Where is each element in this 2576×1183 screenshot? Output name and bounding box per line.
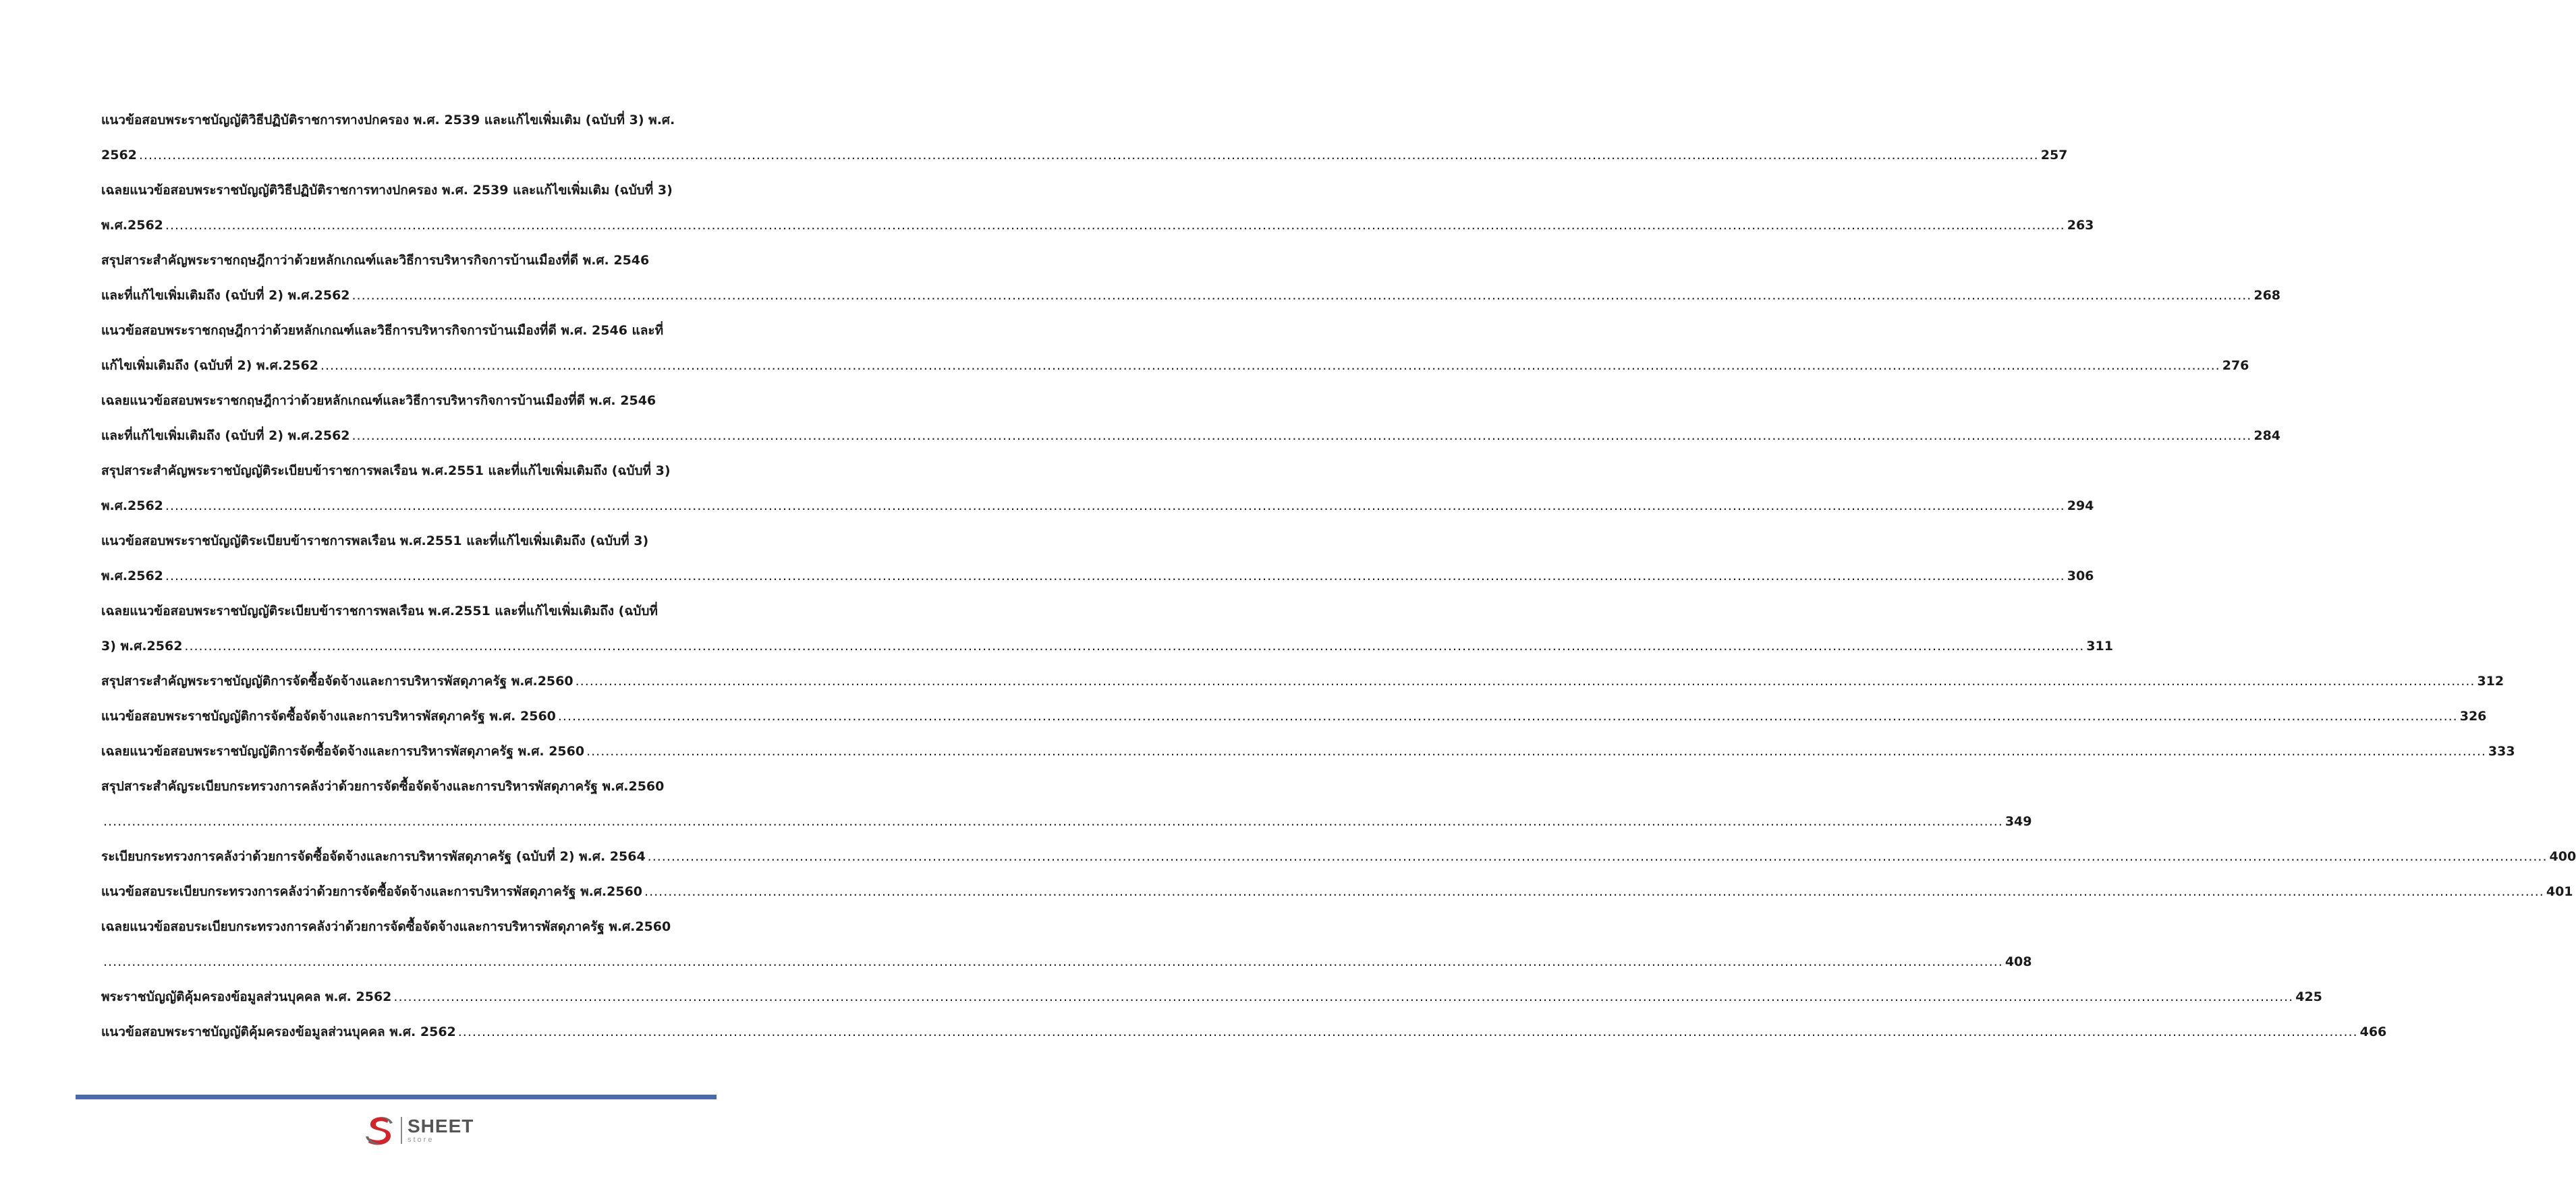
toc-entry-leader-row xyxy=(101,874,2573,909)
toc-entry-title: 2562 xyxy=(101,148,137,163)
toc-entry-title: 3) พ.ศ.2562 xyxy=(101,639,183,654)
toc-entry-leader-row xyxy=(101,979,2322,1014)
toc-entry-title-line: สรุปสาระสำคัญพระราชกฤษฎีกาว่าด้วยหลักเกณฑ์และวิธีการบริหารกิจการบ้านเมืองที่ดี พ.ศ. 2546 xyxy=(101,253,650,268)
dot-leader: ................................................................................................................................................................................................................................................................................................................................................................................................................ xyxy=(165,218,2065,233)
toc-entry-title: พ.ศ.2562 xyxy=(101,218,163,233)
toc-page-number: 294 xyxy=(2067,498,2094,513)
toc-entry-title: แนวข้อสอบพระราชบัญญัติคุ้มครองข้อมูลส่วนบุคคล พ.ศ. 2562 xyxy=(101,1025,456,1039)
toc-entry-leader-row xyxy=(101,138,2068,173)
toc-entry-title-line: สรุปสาระสำคัญพระราชบัญญัติระเบียบข้าราชการพลเรือน พ.ศ.2551 และที่แก้ไขเพิ่มเติมถึง (ฉบับที่ 3) xyxy=(101,463,671,478)
toc-page-number: 311 xyxy=(2086,639,2113,654)
toc-entry[interactable] xyxy=(101,1014,2387,1049)
toc-page-number: 268 xyxy=(2253,288,2281,303)
table-of-contents xyxy=(101,103,2576,1049)
toc-page-number: 326 xyxy=(2459,709,2487,724)
toc-entry[interactable] xyxy=(101,734,2515,769)
toc-entry-leader-row xyxy=(101,734,2515,769)
dot-leader: ................................................................................................................................................................................................................................................................................................................................................................................................................ xyxy=(457,1025,2358,1039)
toc-entry[interactable] xyxy=(101,699,2487,734)
toc-page-number: 400 xyxy=(2549,849,2576,864)
toc-entry-title-line: แนวข้อสอบพระราชบัญญัติวิธีปฏิบัติราชการทางปกครอง พ.ศ. 2539 และแก้ไขเพิ่มเติม (ฉบับที่ 3) พ.ศ. xyxy=(101,113,675,127)
sheet-store-logo xyxy=(363,1114,484,1147)
toc-page-number: 425 xyxy=(2295,989,2322,1004)
logo-text xyxy=(408,1117,474,1144)
toc-entry[interactable] xyxy=(101,909,2032,979)
dot-leader: ................................................................................................................................................................................................................................................................................................................................................................................................................ xyxy=(352,288,2252,303)
dot-leader: ................................................................................................................................................................................................................................................................................................................................................................................................................ xyxy=(138,148,2039,163)
toc-entry[interactable] xyxy=(101,103,2068,173)
toc-entry-title: และที่แก้ไขเพิ่มเติมถึง (ฉบับที่ 2) พ.ศ.2562 xyxy=(101,428,350,443)
toc-entry-leader-row xyxy=(101,839,2576,874)
toc-entry-title-line: แนวข้อสอบพระราชบัญญัติระเบียบข้าราชการพลเรือน พ.ศ.2551 และที่แก้ไขเพิ่มเติมถึง (ฉบับที่ 3) xyxy=(101,533,649,548)
toc-entry-title-line: เฉลยแนวข้อสอบพระราชบัญญัติวิธีปฏิบัติราชการทางปกครอง พ.ศ. 2539 และแก้ไขเพิ่มเติม (ฉบับที่ 3) xyxy=(101,183,673,198)
dot-leader: ................................................................................................................................................................................................................................................................................................................................................................................................................ xyxy=(320,358,2220,373)
toc-entry-leader-row xyxy=(101,348,2249,383)
toc-entry[interactable] xyxy=(101,664,2504,699)
toc-page-number: 466 xyxy=(2359,1025,2387,1039)
dot-leader: ................................................................................................................................................................................................................................................................................................................................................................................................................ xyxy=(586,744,2486,759)
logo-sub: store xyxy=(408,1136,435,1144)
toc-entry-title: แนวข้อสอบระเบียบกระทรวงการคลังว่าด้วยการจัดซื้อจัดจ้างและการบริหารพัสดุภาครัฐ พ.ศ.2560 xyxy=(101,884,643,899)
toc-entry-title-line: เฉลยแนวข้อสอบพระราชกฤษฎีกาว่าด้วยหลักเกณฑ์และวิธีการบริหารกิจการบ้านเมืองที่ดี พ.ศ. 2546 xyxy=(101,393,656,408)
toc-entry-title-line: แนวข้อสอบพระราชกฤษฎีกาว่าด้วยหลักเกณฑ์และวิธีการบริหารกิจการบ้านเมืองที่ดี พ.ศ. 2546 และที่ xyxy=(101,323,664,338)
toc-entry-title-line: เฉลยแนวข้อสอบระเบียบกระทรวงการคลังว่าด้วยการจัดซื้อจัดจ้างและการบริหารพัสดุภาครัฐ พ.ศ.2560 xyxy=(101,919,671,934)
dot-leader: ................................................................................................................................................................................................................................................................................................................................................................................................................ xyxy=(644,884,2544,899)
dot-leader: ................................................................................................................................................................................................................................................................................................................................................................................................................ xyxy=(557,709,2458,724)
toc-entry-leader-row xyxy=(101,418,2281,453)
toc-entry-title: พ.ศ.2562 xyxy=(101,569,163,583)
toc-entry-leader-row xyxy=(101,629,2113,664)
toc-entry[interactable] xyxy=(101,769,2032,839)
toc-entry-leader-row xyxy=(101,699,2487,734)
toc-entry[interactable] xyxy=(101,243,2281,313)
toc-entry-leader-row xyxy=(101,278,2281,313)
dot-leader: ................................................................................................................................................................................................................................................................................................................................................................................................................ xyxy=(647,849,2548,864)
toc-entry-title: พ.ศ.2562 xyxy=(101,498,163,513)
toc-entry[interactable] xyxy=(101,979,2322,1014)
toc-page-number: 263 xyxy=(2067,218,2094,233)
toc-entry-leader-row xyxy=(101,944,2032,979)
toc-entry-title-line: สรุปสาระสำคัญระเบียบกระทรวงการคลังว่าด้วยการจัดซื้อจัดจ้างและการบริหารพัสดุภาครัฐ พ.ศ.2560 xyxy=(101,779,665,794)
toc-entry-leader-row xyxy=(101,208,2094,243)
dot-leader: ................................................................................................................................................................................................................................................................................................................................................................................................................ xyxy=(184,639,2085,654)
toc-entry-title: แก้ไขเพิ่มเติมถึง (ฉบับที่ 2) พ.ศ.2562 xyxy=(101,358,318,373)
toc-page-number: 284 xyxy=(2253,428,2281,443)
toc-entry[interactable] xyxy=(101,874,2573,909)
toc-entry[interactable] xyxy=(101,453,2094,523)
toc-entry-leader-row xyxy=(101,804,2032,839)
toc-page-number: 312 xyxy=(2477,674,2504,689)
toc-page-number: 401 xyxy=(2546,884,2573,899)
toc-entry-title: แนวข้อสอบพระราชบัญญัติการจัดซื้อจัดจ้างและการบริหารพัสดุภาครัฐ พ.ศ. 2560 xyxy=(101,709,556,724)
toc-entry-leader-row xyxy=(101,1014,2387,1049)
toc-page-number: 333 xyxy=(2488,744,2515,759)
footer-rule xyxy=(76,1095,717,1099)
dot-leader: ................................................................................................................................................................................................................................................................................................................................................................................................................ xyxy=(165,569,2065,583)
dot-leader: ................................................................................................................................................................................................................................................................................................................................................................................................................ xyxy=(393,989,2294,1004)
logo-word: SHEET xyxy=(408,1116,474,1136)
toc-entry-title: และที่แก้ไขเพิ่มเติมถึง (ฉบับที่ 2) พ.ศ.2562 xyxy=(101,288,350,303)
toc-entry[interactable] xyxy=(101,313,2249,383)
dot-leader: ................................................................................................................................................................................................................................................................................................................................................................................................................ xyxy=(352,428,2252,443)
toc-page-number: 408 xyxy=(2005,954,2032,969)
dot-leader: ................................................................................................................................................................................................................................................................................................................................................................................................................ xyxy=(575,674,2475,689)
toc-entry-title: สรุปสาระสำคัญพระราชบัญญัติการจัดซื้อจัดจ้างและการบริหารพัสดุภาครัฐ พ.ศ.2560 xyxy=(101,674,573,689)
toc-entry-title: เฉลยแนวข้อสอบพระราชบัญญัติการจัดซื้อจัดจ้างและการบริหารพัสดุภาครัฐ พ.ศ. 2560 xyxy=(101,744,585,759)
toc-page-number: 276 xyxy=(2222,358,2249,373)
toc-entry-leader-row xyxy=(101,558,2094,594)
toc-page-number: 257 xyxy=(2040,148,2068,163)
toc-page-number: 306 xyxy=(2067,569,2094,583)
dot-leader: ................................................................................................................................................................................................................................................................................................................................................................................................................ xyxy=(165,498,2065,513)
dot-leader: ................................................................................................................................................................................................................................................................................................................................................................................................................ xyxy=(103,954,2003,969)
toc-entry-title: ระเบียบกระทรวงการคลังว่าด้วยการจัดซื้อจัดจ้างและการบริหารพัสดุภาครัฐ (ฉบับที่ 2) พ.ศ. 2564 xyxy=(101,849,646,864)
toc-page-number: 349 xyxy=(2005,814,2032,829)
toc-entry[interactable] xyxy=(101,173,2094,243)
toc-entry-leader-row xyxy=(101,488,2094,523)
toc-entry-title-line: เฉลยแนวข้อสอบพระราชบัญญัติระเบียบข้าราชการพลเรือน พ.ศ.2551 และที่แก้ไขเพิ่มเติมถึง (ฉบับที่ xyxy=(101,604,658,618)
toc-entry[interactable] xyxy=(101,594,2113,664)
dot-leader: ................................................................................................................................................................................................................................................................................................................................................................................................................ xyxy=(103,814,2003,829)
toc-entry[interactable] xyxy=(101,383,2281,453)
toc-entry[interactable] xyxy=(101,839,2576,874)
toc-entry-leader-row xyxy=(101,664,2504,699)
toc-entry[interactable] xyxy=(101,523,2094,594)
toc-entry-title: พระราชบัญญัติคุ้มครองข้อมูลส่วนบุคคล พ.ศ. 2562 xyxy=(101,989,392,1004)
logo-divider xyxy=(401,1117,402,1144)
sheet-store-logo-icon xyxy=(363,1114,397,1147)
